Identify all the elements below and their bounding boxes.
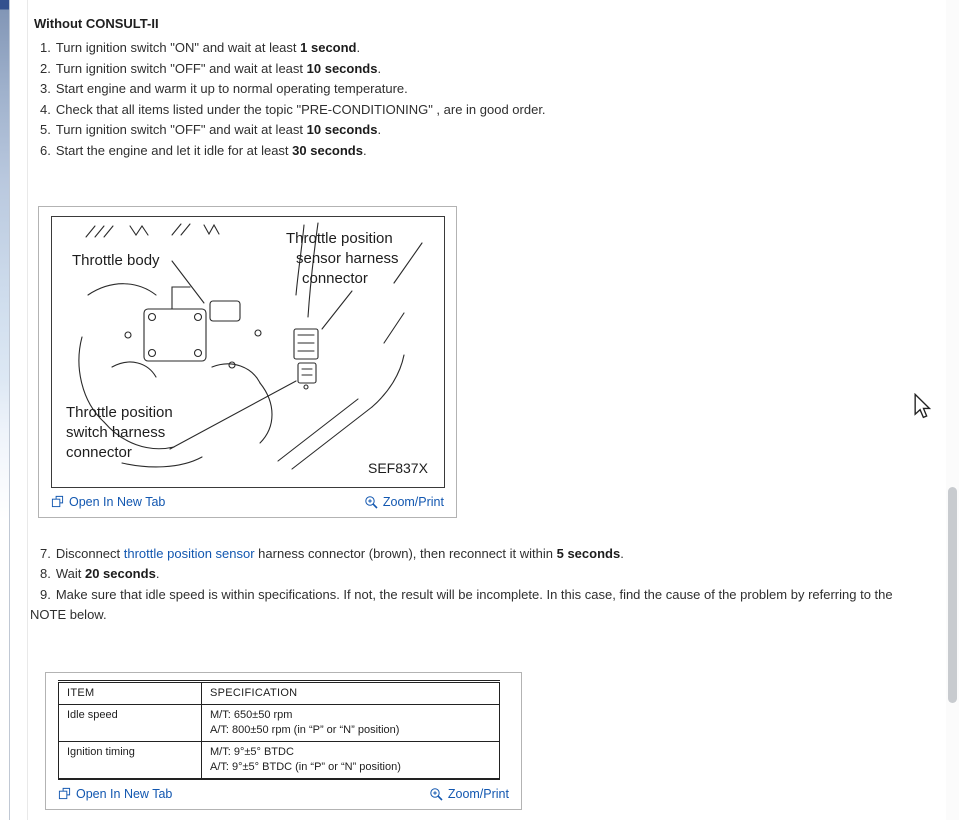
zoom-print-label: Zoom/Print: [382, 494, 444, 509]
open-in-new-tab-label: Open In New Tab: [76, 786, 173, 801]
manual-content-panel: [30, 16, 916, 810]
step-text: Turn ignition switch "ON" and wait at least: [55, 40, 301, 55]
table-row: [59, 704, 500, 741]
step-text: .: [377, 122, 382, 138]
step-number: 8.: [40, 566, 51, 582]
procedure-steps-1: [30, 38, 914, 162]
open-in-new-tab-link[interactable]: [51, 495, 165, 509]
step-text: Start the engine and let it idle for at least: [55, 142, 293, 158]
label-sensor-3: connector: [301, 269, 368, 287]
zoom-print-icon: [364, 495, 378, 509]
spec-table-header-specification: SPECIFICATION: [202, 681, 500, 704]
step-text: .: [155, 566, 160, 582]
open-in-new-tab-link[interactable]: [58, 787, 172, 801]
step-5: [30, 120, 914, 141]
step-6: [30, 141, 914, 162]
step-bold-text: 5 seconds: [556, 545, 621, 561]
panel-divider: [27, 0, 28, 820]
label-throttle-body: Throttle body: [71, 251, 160, 269]
label-switch-3: connector: [65, 443, 132, 461]
section-heading: Without CONSULT-II: [34, 16, 159, 31]
vertical-scrollbar[interactable]: [946, 0, 959, 820]
step-2: [30, 59, 914, 80]
figure-footer: [46, 780, 521, 809]
left-background-strip: [0, 0, 10, 820]
spec-item-cell: Idle speed: [59, 704, 202, 741]
step-text: Turn ignition switch "OFF" and wait at least: [55, 122, 307, 138]
step-number: 7.: [40, 545, 51, 561]
spec-table-header-item: ITEM: [59, 681, 202, 704]
step-number: 3.: [40, 81, 51, 97]
throttle-diagram-image: [51, 216, 445, 488]
spec-line: A/T: 9°±5° BTDC (in “P” or “N” position): [210, 760, 401, 773]
zoom-print-label: Zoom/Print: [447, 786, 509, 801]
label-switch-1: Throttle position: [65, 403, 173, 421]
spec-line: A/T: 800±50 rpm (in “P” or “N” position): [210, 723, 400, 736]
step-1: [30, 38, 914, 59]
label-sensor-1: Throttle position: [285, 229, 393, 247]
step-text: Start engine and warm it up to normal operating temperature.: [55, 81, 408, 97]
label-sensor-2: sensor harness: [295, 249, 399, 267]
zoom-print-link[interactable]: [429, 787, 509, 801]
table-row: [59, 741, 500, 779]
zoom-print-icon: [429, 787, 443, 801]
step-text: harness connector (brown), then reconnect it within: [254, 545, 557, 561]
step-text: .: [620, 545, 624, 561]
throttle-diagram-art: [52, 217, 444, 487]
step-bold-text: 10 seconds: [306, 60, 378, 76]
figure-throttle-diagram: [38, 206, 457, 518]
step-text: Check that all items listed under the topic "PRE-CONDITIONING" , are in good order.: [55, 101, 546, 117]
step-text: .: [362, 142, 367, 158]
step-bold-text: 1 second: [300, 40, 357, 55]
throttle-position-sensor-link[interactable]: throttle position sensor: [123, 545, 255, 561]
step-number: 9.: [40, 586, 51, 602]
figure-spec-table: [45, 672, 522, 810]
step-4: [30, 100, 914, 121]
step-9: [30, 585, 914, 626]
step-bold-text: 30 seconds: [292, 142, 363, 158]
scrollbar-thumb[interactable]: [948, 487, 957, 703]
open-in-new-tab-label: Open In New Tab: [69, 494, 166, 509]
step-number: 2.: [40, 60, 51, 76]
figure-footer: [39, 488, 456, 517]
step-text: Turn ignition switch "OFF" and wait at least: [55, 60, 307, 76]
open-in-new-tab-icon: [58, 787, 71, 800]
spec-item-cell: Ignition timing: [59, 741, 202, 779]
step-bold-text: 20 seconds: [84, 566, 156, 582]
step-number: 1.: [40, 40, 51, 55]
step-bold-text: 10 seconds: [306, 122, 378, 138]
step-number: 4.: [40, 101, 51, 117]
step-text: Make sure that idle speed is within specifications. If not, the result will be incomplete. In this case, find the cause of the problem by referring to the NOTE below.: [30, 586, 893, 623]
spec-table: [58, 680, 500, 780]
spec-value-cell: [202, 704, 500, 741]
figure-code: SEF837X: [367, 459, 428, 476]
label-switch-2: switch harness: [65, 423, 165, 441]
step-7: [30, 544, 914, 565]
step-8: [30, 564, 914, 585]
procedure-steps-2: [30, 544, 914, 626]
spec-value-cell: [202, 741, 500, 779]
step-text: Wait: [55, 566, 85, 582]
spec-line: M/T: 650±50 rpm: [210, 708, 293, 721]
step-number: 6.: [40, 142, 51, 158]
step-text: .: [356, 40, 361, 55]
open-in-new-tab-icon: [51, 495, 64, 508]
step-number: 5.: [40, 122, 51, 138]
spec-table-image: [58, 680, 500, 780]
step-text: Disconnect: [55, 545, 124, 561]
zoom-print-link[interactable]: [364, 495, 444, 509]
step-3: [30, 79, 914, 100]
spec-line: M/T: 9°±5° BTDC: [210, 745, 294, 758]
step-text: .: [377, 60, 382, 76]
